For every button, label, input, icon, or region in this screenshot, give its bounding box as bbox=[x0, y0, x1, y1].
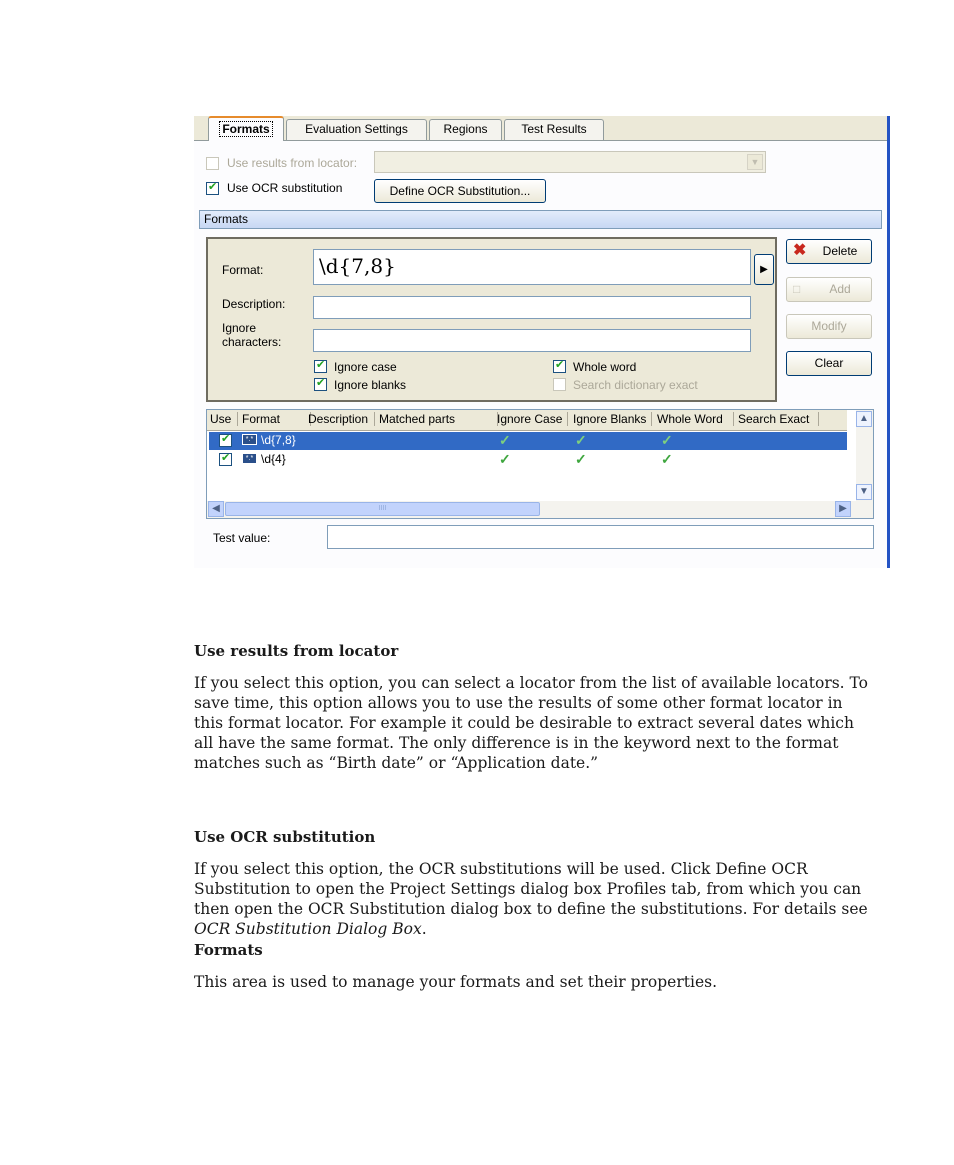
add-doc-icon: □ bbox=[793, 282, 801, 296]
col-ignore-blanks[interactable]: Ignore Blanks bbox=[573, 412, 652, 426]
delete-button-label: Delete bbox=[822, 244, 858, 258]
paragraph-use-results: If you select this option, you can select a locator from the list of available locators. To save time, this option allows you to use the results of some other format locator in this format locator. For example it could be desirable to extract several dates which all have the same format. The only difference is in the keyword next to the format matches such as “Birth date” or “Application date.” bbox=[194, 674, 869, 772]
whole-word-check-icon: ✓ bbox=[661, 432, 673, 448]
ignore-blanks-checkbox[interactable] bbox=[314, 378, 327, 391]
whole-word-checkbox[interactable] bbox=[553, 360, 566, 373]
doc-section-use-results bbox=[194, 642, 874, 773]
use-results-label: Use results from locator: bbox=[227, 156, 358, 170]
scroll-down-icon[interactable]: ▼ bbox=[856, 484, 872, 500]
scroll-thumb[interactable]: IIII bbox=[225, 502, 540, 516]
whole-word-check-icon: ✓ bbox=[661, 451, 673, 467]
test-value-label: Test value: bbox=[213, 531, 271, 545]
col-use[interactable]: Use bbox=[210, 412, 238, 426]
scroll-right-icon[interactable]: ▶ bbox=[835, 501, 851, 517]
search-dictionary-label: Search dictionary exact bbox=[573, 378, 698, 392]
tab-evaluation-settings[interactable]: Evaluation Settings bbox=[286, 119, 427, 140]
add-button[interactable] bbox=[786, 277, 872, 302]
heading-use-ocr: Use OCR substitution bbox=[194, 828, 376, 846]
formats-tab-body bbox=[194, 141, 887, 568]
search-dictionary-checkbox[interactable] bbox=[553, 378, 566, 391]
row-use-checkbox[interactable] bbox=[219, 453, 232, 466]
locator-select[interactable] bbox=[374, 151, 766, 173]
format-regex-icon: *.* bbox=[242, 434, 257, 445]
paragraph-use-ocr-end: . bbox=[421, 920, 427, 938]
paragraph-use-ocr-text: If you select this option, the OCR substitutions will be used. Click Define OCR Substitution to open the Project Settings dialog box Profiles tab, from which you can then open the OCR Substitution dialog box to define the substitutions. For details see bbox=[194, 860, 868, 918]
use-ocr-checkbox[interactable] bbox=[206, 182, 219, 195]
test-value-input[interactable] bbox=[327, 525, 874, 549]
format-locator-dialog bbox=[194, 116, 890, 568]
tab-regions[interactable]: Regions bbox=[429, 119, 502, 140]
delete-x-icon: ✖ bbox=[793, 242, 807, 259]
modify-button[interactable]: Modify bbox=[786, 314, 872, 339]
use-ocr-label: Use OCR substitution bbox=[227, 181, 343, 195]
description-input[interactable] bbox=[313, 296, 751, 319]
ocr-dialog-reference: OCR Substitution Dialog Box bbox=[194, 920, 422, 938]
row-use-checkbox[interactable] bbox=[219, 434, 232, 447]
scroll-up-icon[interactable]: ▲ bbox=[856, 411, 872, 427]
delete-button[interactable] bbox=[786, 239, 872, 264]
ignore-label-line2: characters: bbox=[222, 335, 282, 349]
use-results-checkbox[interactable] bbox=[206, 157, 219, 170]
whole-word-label: Whole word bbox=[573, 360, 637, 374]
doc-section-formats bbox=[194, 941, 874, 992]
tab-test-results[interactable]: Test Results bbox=[504, 119, 604, 140]
col-format[interactable]: Format bbox=[242, 412, 311, 426]
play-arrow-icon[interactable]: ▶ bbox=[754, 254, 774, 285]
heading-formats: Formats bbox=[194, 941, 263, 959]
ignore-blanks-label: Ignore blanks bbox=[334, 378, 407, 392]
format-regex-icon: *.* bbox=[242, 453, 257, 464]
tab-formats[interactable]: Formats bbox=[208, 116, 284, 141]
col-description[interactable]: Description bbox=[308, 412, 375, 426]
define-ocr-button[interactable]: Define OCR Substitution... bbox=[374, 179, 546, 203]
col-search-exact[interactable]: Search Exact bbox=[738, 412, 819, 426]
ignore-label-line1: Ignore bbox=[222, 321, 257, 335]
col-matched-parts[interactable]: Matched parts bbox=[379, 412, 498, 426]
ignore-blanks-check-icon: ✓ bbox=[575, 432, 587, 448]
add-button-label: Add bbox=[829, 282, 851, 296]
ignore-characters-input[interactable] bbox=[313, 329, 751, 352]
formats-grid bbox=[206, 409, 874, 519]
paragraph-formats: This area is used to manage your formats and set their properties. bbox=[194, 973, 717, 991]
clear-button[interactable]: Clear bbox=[786, 351, 872, 376]
grid-header bbox=[207, 410, 847, 431]
table-row[interactable] bbox=[209, 451, 847, 469]
row-format: \d{4} bbox=[261, 452, 286, 466]
horizontal-scrollbar[interactable] bbox=[207, 501, 857, 518]
ignore-case-label: Ignore case bbox=[334, 360, 397, 374]
heading-use-results: Use results from locator bbox=[194, 642, 399, 660]
vertical-scrollbar[interactable] bbox=[856, 410, 873, 518]
row-format: \d{7,8} bbox=[261, 433, 296, 447]
ignore-case-check-icon: ✓ bbox=[499, 451, 511, 467]
doc-section-use-ocr bbox=[194, 828, 874, 939]
ignore-blanks-check-icon: ✓ bbox=[575, 451, 587, 467]
format-editor bbox=[206, 237, 777, 402]
chevron-down-icon[interactable]: ▼ bbox=[747, 154, 763, 170]
col-ignore-case[interactable]: Ignore Case bbox=[497, 412, 568, 426]
table-row[interactable] bbox=[209, 432, 847, 450]
ignore-case-check-icon: ✓ bbox=[499, 432, 511, 448]
paragraph-use-ocr bbox=[194, 859, 874, 939]
format-input[interactable]: \d{7,8} bbox=[313, 249, 751, 285]
format-label: Format: bbox=[222, 263, 264, 277]
ignore-case-checkbox[interactable] bbox=[314, 360, 327, 373]
scroll-left-icon[interactable]: ◀ bbox=[208, 501, 224, 517]
formats-section-header: Formats bbox=[199, 210, 882, 229]
description-label: Description: bbox=[222, 297, 286, 311]
col-whole-word[interactable]: Whole Word bbox=[657, 412, 734, 426]
tab-strip bbox=[194, 116, 887, 141]
